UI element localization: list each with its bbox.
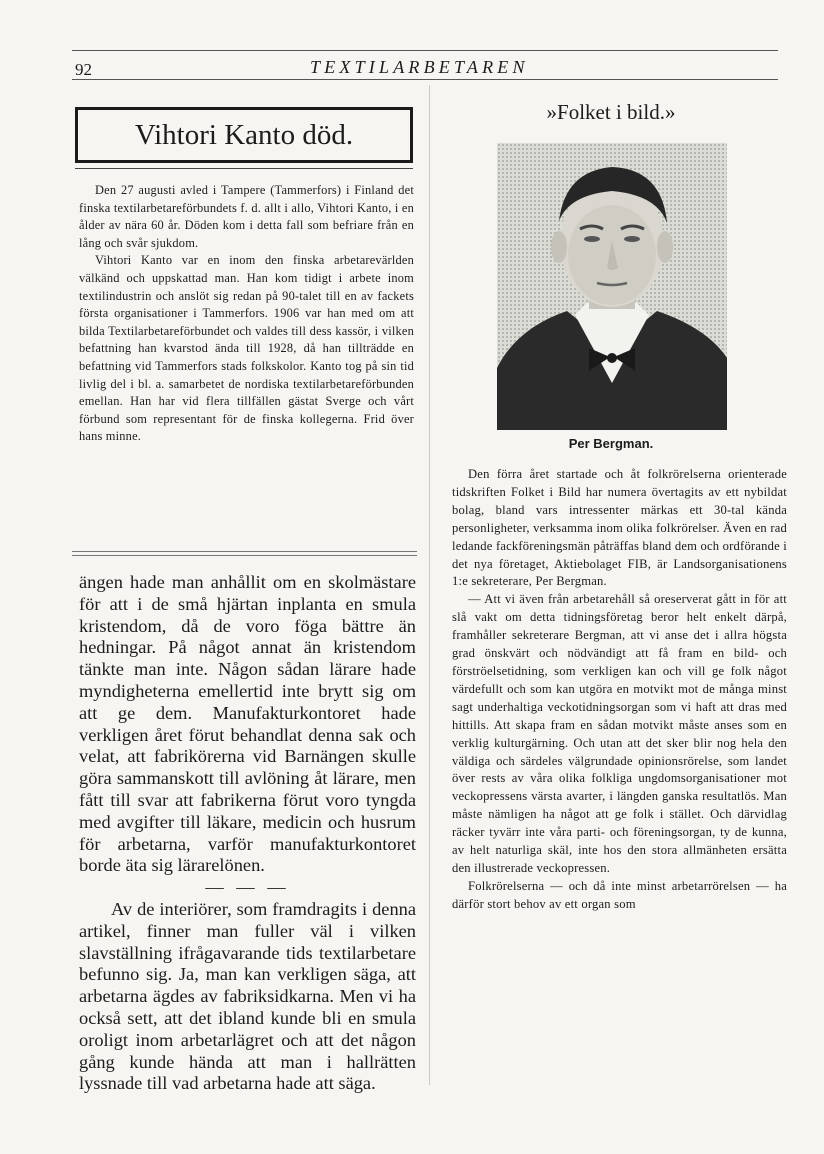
right-article-body xyxy=(452,466,787,914)
title-underline xyxy=(75,168,413,169)
obituary-paragraph: Vihtori Kanto var en inom den finska arbetarevärlden välkänd och uppskattad man. Han kom tidigt i arbete inom textilindustrin och anslöt sig redan på 90-talet till en av fackets första organisationer i Tammerfors. 1906 var han med om att bilda Textilarbetareförbundet och valdes till dess kassör, i vilken befattning han kvarstod ända till 1928, då han tillträdde en befattning vid Tammerfors stads folkskolor. Kanto tog på sin tid livlig del i bl. a. samarbetet de nordiska textilarbetareförbunden emellan. Han har vid flera tillfällen gästat Sverge och vårt förbund som representant för de finska kollegerna. Frid över hans minne. xyxy=(79,253,414,444)
article-paragraph: ängen hade man anhållit om en skolmästare för att i de små hjärtan inplanta en smula kristendom, då de voro föga bättre än hedningar. På något annat än kristendom tänkte man inte. Någon sådan lärare hade myndigheterna emellertid inte brytt sig om att ge dem. Manufakturkontoret hade verkligen året förut behandlat denna sak och velat, att fabrikörerna vid Barnängen skulle göra sammanskott till avlöning åt lärare, men fått till svar att fabrikerna förut voro tyngda med avgifter till läkare, medicin och husrum för arbetarna, varför manufakturkontoret borde äta sig lärarelönen. xyxy=(79,572,416,876)
section-divider xyxy=(72,551,417,552)
article-paragraph: Den förra året startade och åt folkrörelserna orienterade tidskriften Folket i Bild har numera övertagits av ett nybildat bolag, bland vars intressenter märkas ett 30-tal kända personligheter, verksamma inom olika folkrörelser. Även en rad ledande fackföreningsmän påträffas bland dem och ordförande i det nya företaget, Aktiebolaget FIB, är Landsorganisationens 1:e sekreterare, Per Bergman. xyxy=(452,467,787,589)
running-head: TEXTILARBETAREN xyxy=(310,57,529,77)
portrait-photo-icon xyxy=(497,143,727,430)
section-divider xyxy=(72,555,417,556)
continued-article xyxy=(79,572,416,1095)
obituary-paragraph: Den 27 augusti avled i Tampere (Tammerfors) i Finland det finska textilarbetareförbundets f. d. allt i allo, Vihtori Kanto, i en ålder av nära 60 år. Döden kom i detta fall som befriare från en lång och svår sjukdom. xyxy=(79,183,414,250)
section-separator: — — — xyxy=(205,877,290,898)
header-rule-bottom xyxy=(72,79,778,80)
obituary-body xyxy=(79,182,414,446)
obituary-title: Vihtori Kanto död. xyxy=(75,107,413,163)
column-divider xyxy=(429,85,430,1085)
header-rule-top xyxy=(72,50,778,51)
right-article-title: »Folket i bild.» xyxy=(546,100,676,124)
article-paragraph: Folkrörelserna — och då inte minst arbetarrörelsen — ha därför stort behov av ett organ som xyxy=(452,878,787,911)
page-number: 92 xyxy=(75,60,92,79)
article-paragraph: Av de interiörer, som framdragits i denna artikel, finner man fuller väl i vilken slavställning ifrågavarande tids textilarbetare befunno sig. Ja, man kan verkligen säga, att arbetarna ägdes av fabriksidkarna. Men vi ha också sett, att det ibland kunde bli en smula oroligt inom arbetarlägret och att det någon gång kunde hända att man i hallrätten lyssnade till vad arbetarna hade att säga. xyxy=(79,898,416,1094)
photo-caption: Per Bergman. xyxy=(568,436,654,451)
portrait-photo xyxy=(497,143,727,430)
article-paragraph: — Att vi även från arbetarehåll så oreserverat gått in för att slå vakt om detta tidningsföretag beror helt enkelt därpå, framhåller sekreterare Bergman, att vi anse det i allra högsta grad önskvärt och nödvändigt att få fram en bild- och förströelsetidning, som verkligen kan och vill ge folk något värdefullt och som kan utgöra en motvikt mot de många minst sagt underhaltiga veckotidningsorgan som vi haft att dras med hittills. Att skapa fram en sådan motvikt måste anses som en verklig kulturgärning. Och utan att det sker blir nog hela den väldiga och särdeles välgrundade opinionsrörelse, som landet över rests av våra olika folkliga ungdomsorganisationer mot veckopressens värsta avarter, i längden ganska resultatlös. Man måste nämligen ha något att ge folk i stället. Och därvidlag räcker tyvärr inte våra parti- och föreningsorgan, ty de kunna, av helt naturliga skäl, inte hos den stora allmänheten ersätta den illustrerade veckopressen. xyxy=(452,592,787,875)
